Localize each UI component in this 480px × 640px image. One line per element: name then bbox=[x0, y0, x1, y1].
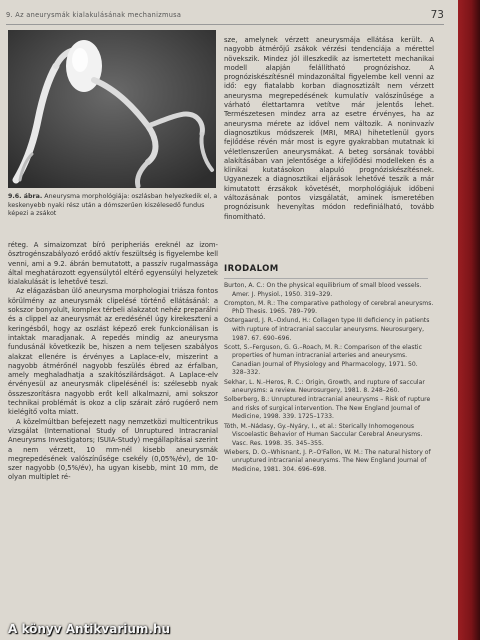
paragraph: Az elágazásban ülő aneurysma morphologiai triásza fontos körülmény az aneurysmák clipelésé történő ellátásánál: a sokszor bonyolult, komplex térbeli alakzatot nehéz preparálni és a clippel az aneurysmát az eredésénél úgy kirekeszteni a keringésből, hogy az oszlást képező erek funkcionálisan is intaktak maradjanak. A repedés mindig az aneurysma fundusánál következik be, hiszen a nem teljesen szabályos alakzat ellenére is érvényes a Laplace-elv, miszerint a nagyobb átmérőnél nagyobb feszülés ébred az érfalban, amely meghaladhatja a szakítószilárdságot. A Laplace-elv érvényesül az aneurysmák clipelésénél is: szélesebb nyak összeszorításra nagyobb erőt kell alkalmazni, ami sokszor technikai problémát is okoz a clip szárait záró rugóerő nem kielégítő volta miatt. bbox=[8, 287, 218, 417]
reference-item: Solberberg, B.: Unruptured intracranial aneurysms – Risk of rupture and risks of surgical intervention. The New England Journal of Medicine, 1998. 339. 1725–1733. bbox=[224, 396, 431, 421]
right-text-column bbox=[224, 36, 434, 222]
aneurysm-photo bbox=[8, 30, 216, 188]
reference-item: Burton, A. C.: On the physical equilibrium of small blood vessels. Amer. J. Physiol., 1950. 319–329. bbox=[224, 282, 422, 298]
paragraph: sze, amelynek vérzett aneurysmája ellátása került. A nagyobb átmérőjű zsákok vérzési tendenciája a mérettel növekszik. Mindez jól illeszkedik az ismertetett mechanikai modell alapján felállítható prognózishoz. A prognóziskészítésnél mindazonáltal figyelembe kell venni az idő: egy fiatalabb korban diagnosztizált nem vérzett aneurysma megrepedésének kumulatív valószínűsége a várható élettartamra vetítve már jelentős lehet. Természetesen mindez arra az esetre érvényes, ha az aneurysma mérete az idővel nem változik. A noninvazív diagnosztikus módszerek (MRI, MRA) hihetetlenül gyors fejlődése révén már most is egyre gyakrabban mutatnak ki véletlenszerűen aneurysmákat. A beteg sorsának további alakításában van jelentősége a kifejlődési modelleken és a klinikai kutatásokon alapuló prognóziskészítésnek. Ugyanezek a diagnosztikai eljárások lehetővé teszik a már kimutatott érzsákok követését, morphológiájuk időbeni változásának pontos vizsgálatát, aminek ismeretében prognózisunk hevenyítas módon redefiniálható, tovább finomítható. bbox=[224, 36, 434, 221]
reference-item: Scott, S.–Ferguson, G. G.–Roach, M. R.: Comparison of the elastic properties of human intracranial arteries and aneurysms. Canadian Journal of Physiology and Pharmacology, 1971. 50. 328–332. bbox=[224, 343, 422, 377]
references-rule bbox=[224, 278, 428, 279]
running-header bbox=[6, 9, 444, 25]
figure-caption bbox=[8, 193, 218, 219]
book-cover-edge bbox=[458, 0, 480, 640]
header-rule bbox=[6, 24, 444, 25]
left-text-column bbox=[8, 241, 218, 483]
aneurysm-illustration bbox=[8, 30, 216, 188]
paragraph: réteg. A simaizomzat bíró peripheriás ereknél az izom-ösztrogénszabályozó erődő aktív feszültség is figyelembe kell venni, ami a 9.2. ábrán bemutatott, a passzív rugalmassága által meghatározott egyensúlytól eltérő egyensúlyi helyzetek kialakulását is lehetővé teszi. bbox=[8, 241, 218, 287]
caption-text: Aneurysma morphológiája: oszlásban helyezkedik el, a keskenyebb nyaki rész után a dómszerűen kiszélesedő fundus képezi a zsákot bbox=[8, 193, 218, 218]
paragraph: A közelmúltban befejezett nagy nemzetközi multicentrikus vizsgálat (International Study of Unruptured Intracranial Aneurysms Investigators; ISUIA-Study) megállapításai szerint a nem vérzett, 10 mm-nél kisebb aneurysmák megrepedésének valószínűsége csekély (0,05%/év), de 10-szer nagyobb (0,5%/év), ha ugyan kisebb, mint 10 mm, de olyan multiplet ré- bbox=[8, 417, 218, 482]
references-list bbox=[224, 282, 434, 475]
reference-item: Ostergaard, J. R.–Oxlund, H.: Collagen type III deficiency in patients with rupture of intracranial saccular aneurysms. Neurosurgery, 1987. 67. 690–696. bbox=[224, 317, 430, 342]
running-title: 9. Az aneurysmák kialakulásának mechanizmusa bbox=[6, 11, 182, 19]
reference-item: Sekhar, L. N.–Heros, R. C.: Origin, Growth, and rupture of saccular aneurysms: a review. Neurosurgery, 1981. 8. 248–260. bbox=[224, 378, 425, 395]
reference-item: Tóth, M.–Nádasy, Gy.–Nyáry, I., et al.: Sterically Inhomogenous Viscoelastic Behavior of Human Saccular Cerebral Aneurysms. Vasc. Res. 1998. 35. 345–355. bbox=[224, 422, 423, 447]
references-heading: IRODALOM bbox=[224, 264, 279, 274]
page-number: 73 bbox=[430, 9, 444, 21]
reference-item: Wiebers, D. O.–Whisnant, J. P.–O'Fallon, W. M.: The natural history of unruptured intracranial aneurysms. The New England Journal of Medicine, 1981. 304. 696–698. bbox=[224, 448, 431, 473]
watermark: A könyv Antikvarium.hu bbox=[8, 622, 171, 636]
caption-label: 9.6. ábra. bbox=[8, 193, 43, 200]
reference-item: Crompton, M. R.: The comparative pathology of cerebral aneurysms. PhD Thesis. 1965. 789–799. bbox=[224, 299, 434, 316]
